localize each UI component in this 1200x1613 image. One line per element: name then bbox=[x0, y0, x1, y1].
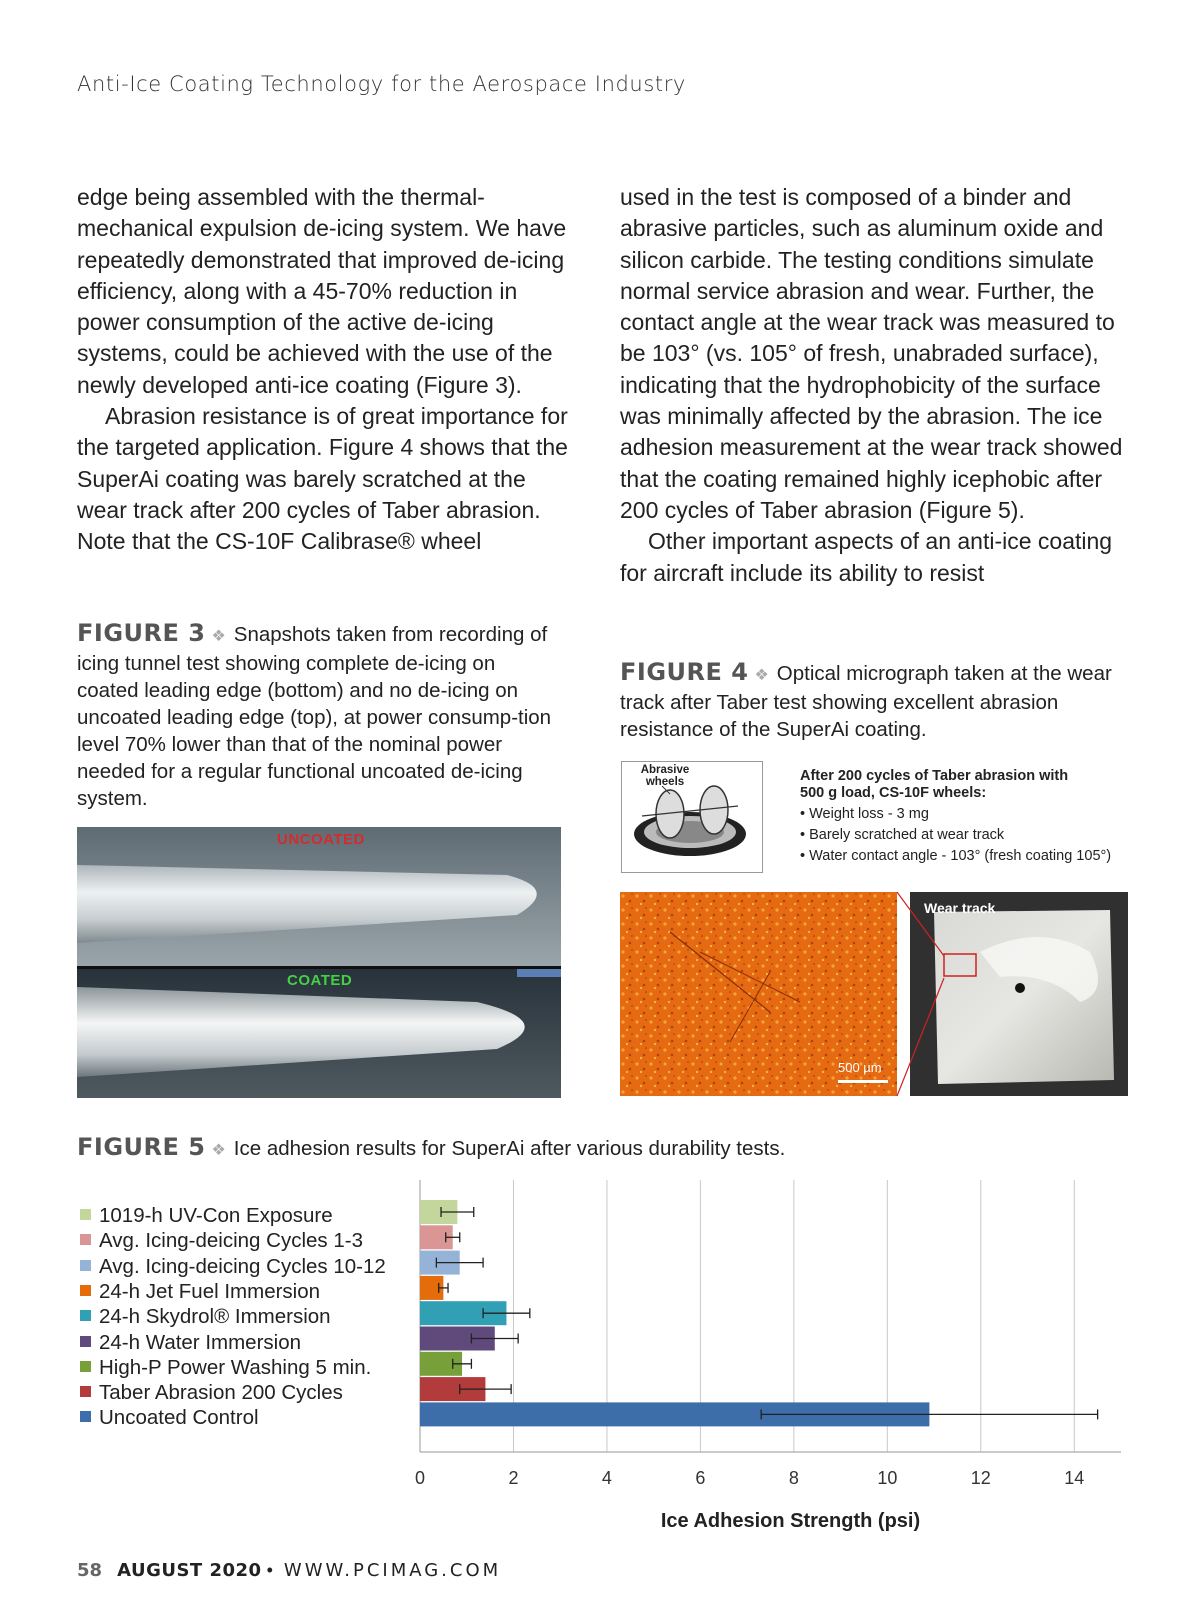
site-url: WWW.PCIMAG.COM bbox=[283, 1560, 502, 1581]
legend-item bbox=[80, 1255, 386, 1279]
legend-label: Avg. Icing-deicing Cycles 10-12 bbox=[99, 1254, 386, 1278]
legend-label: 1019-h UV-Con Exposure bbox=[99, 1204, 333, 1227]
scale-bar-label: 500 µm bbox=[838, 1060, 882, 1075]
legend-swatch bbox=[80, 1386, 91, 1397]
legend-item bbox=[80, 1331, 301, 1355]
x-tick-label: 4 bbox=[601, 1468, 612, 1488]
taber-bullet: • Water contact angle - 103° (fresh coating 105°) bbox=[800, 848, 1112, 864]
ice-adhesion-chart bbox=[400, 1180, 1140, 1540]
body-paragraph: Abrasion resistance is of great importance for the targeted application. Figure 4 shows that the SuperAi coating was barely scratched at the wear track after 200 cycles of Taber abrasion. Note that the CS-10F Calibrase® wheel bbox=[77, 403, 568, 555]
legend-item bbox=[80, 1280, 320, 1304]
x-tick-label: 10 bbox=[877, 1468, 898, 1488]
x-tick-label: 12 bbox=[970, 1468, 991, 1488]
abrasive-wheels-label: Abrasive wheels bbox=[640, 764, 690, 788]
legend-label: 24-h Skydrol® Immersion bbox=[99, 1305, 331, 1329]
zoom-connector bbox=[880, 892, 960, 1096]
legend-label: Taber Abrasion 200 Cycles bbox=[99, 1381, 343, 1405]
legend-item bbox=[80, 1305, 331, 1329]
coated-label: COATED bbox=[287, 972, 353, 989]
issue-date: AUGUST 2020 bbox=[117, 1560, 262, 1581]
legend-label: 24-h Jet Fuel Immersion bbox=[99, 1279, 321, 1303]
body-paragraph: used in the test is composed of a binder and abrasive particles, such as aluminum oxide and silicon carbide. The testing conditions simulate normal service abrasion and wear. Further, the contact angle at the wear track was measured to be 103° (vs. 105° of fresh, unabraded surface), indicating that the hydrophobicity of the surface was minimally affected by the abrasion. The ice adhesion measurement at the wear track showed that the coating remained highly icephobic after 200 cycles of Taber abrasion (Figure 5). bbox=[620, 184, 1123, 523]
diamond-ornament-icon: ❖ bbox=[211, 628, 226, 645]
legend-label: Uncoated Control bbox=[99, 1406, 259, 1430]
x-tick-label: 2 bbox=[508, 1468, 519, 1488]
legend-item bbox=[80, 1381, 343, 1405]
legend-item bbox=[80, 1229, 363, 1253]
right-column bbox=[620, 182, 1125, 589]
legend-label: 24-h Water Immersion bbox=[99, 1330, 302, 1354]
wear-track-label: Wear track bbox=[924, 900, 996, 916]
legend-item bbox=[80, 1406, 259, 1430]
legend-item bbox=[80, 1356, 371, 1380]
taber-bullet: • Weight loss - 3 mg bbox=[800, 806, 929, 822]
figure5-caption: Ice adhesion results for SuperAi after various durability tests. bbox=[233, 1137, 786, 1160]
figure3-label: FIGURE 3 bbox=[77, 619, 206, 647]
taber-bullet: • Barely scratched at wear track bbox=[800, 827, 1005, 843]
legend-swatch bbox=[80, 1260, 91, 1271]
micrograph bbox=[620, 892, 897, 1096]
taber-info-title-1: After 200 cycles of Taber abrasion with bbox=[800, 768, 1069, 784]
abrasive-wheel-icon bbox=[622, 762, 762, 872]
x-tick-label: 14 bbox=[1064, 1468, 1085, 1488]
legend-swatch bbox=[80, 1336, 91, 1347]
left-column bbox=[77, 182, 577, 558]
footer-separator: • bbox=[266, 1560, 273, 1580]
figure5-caption-block bbox=[77, 1134, 1127, 1164]
taber-info-title-2: 500 g load, CS-10F wheels: bbox=[800, 785, 987, 801]
diamond-ornament-icon: ❖ bbox=[211, 1142, 226, 1159]
taber-schematic bbox=[621, 761, 763, 873]
x-tick-label: 8 bbox=[788, 1468, 799, 1488]
figure3-caption: Snapshots taken from recording of icing tunnel test showing complete de-icing on coated leading edge (bottom) and no de-icing on uncoated leading edge (top), at power consump-tion level 70% lower than that of the nominal power needed for a regular functional uncoated de-icing system. bbox=[77, 623, 552, 810]
figure4-label: FIGURE 4 bbox=[620, 658, 749, 686]
figure3-photo bbox=[77, 827, 561, 1098]
uncoated-label: UNCOATED bbox=[277, 831, 365, 848]
page-footer bbox=[77, 1560, 501, 1581]
legend-swatch bbox=[80, 1234, 91, 1245]
legend-label: Avg. Icing-deicing Cycles 1-3 bbox=[99, 1229, 363, 1253]
body-paragraph: Other important aspects of an anti-ice coating for aircraft include its ability to resist bbox=[620, 528, 1113, 586]
x-axis-label: Ice Adhesion Strength (psi) bbox=[660, 1510, 921, 1532]
diamond-ornament-icon: ❖ bbox=[754, 667, 769, 684]
legend-item bbox=[80, 1204, 333, 1228]
figure5-label: FIGURE 5 bbox=[77, 1133, 206, 1161]
figure4-caption: Optical micrograph taken at the wear track after Taber test showing excellent abrasion resistance of the SuperAi coating. bbox=[620, 662, 1112, 741]
figure4-caption-block bbox=[620, 659, 1125, 743]
taber-info bbox=[800, 768, 1130, 867]
legend-swatch bbox=[80, 1411, 91, 1422]
legend-swatch bbox=[80, 1285, 91, 1296]
x-tick-label: 0 bbox=[414, 1468, 426, 1488]
legend-swatch bbox=[80, 1361, 91, 1372]
page-number: 58 bbox=[77, 1560, 103, 1581]
legend-label: High-P Power Washing 5 min. bbox=[99, 1355, 372, 1379]
body-paragraph: edge being assembled with the thermal-mechanical expulsion de-icing system. We have repeatedly demonstrated that improved de-icing efficiency, along with a 45-70% reduction in power consumption of the active de-icing systems, could be achieved with the use of the newly developed anti-ice coating (Figure 3). bbox=[77, 184, 567, 398]
figure3-caption-block bbox=[77, 620, 557, 812]
running-header: Anti-Ice Coating Technology for the Aerospace Industry bbox=[77, 72, 686, 96]
x-tick-label: 6 bbox=[695, 1468, 706, 1488]
legend-swatch bbox=[80, 1310, 91, 1321]
legend-swatch bbox=[80, 1209, 91, 1220]
